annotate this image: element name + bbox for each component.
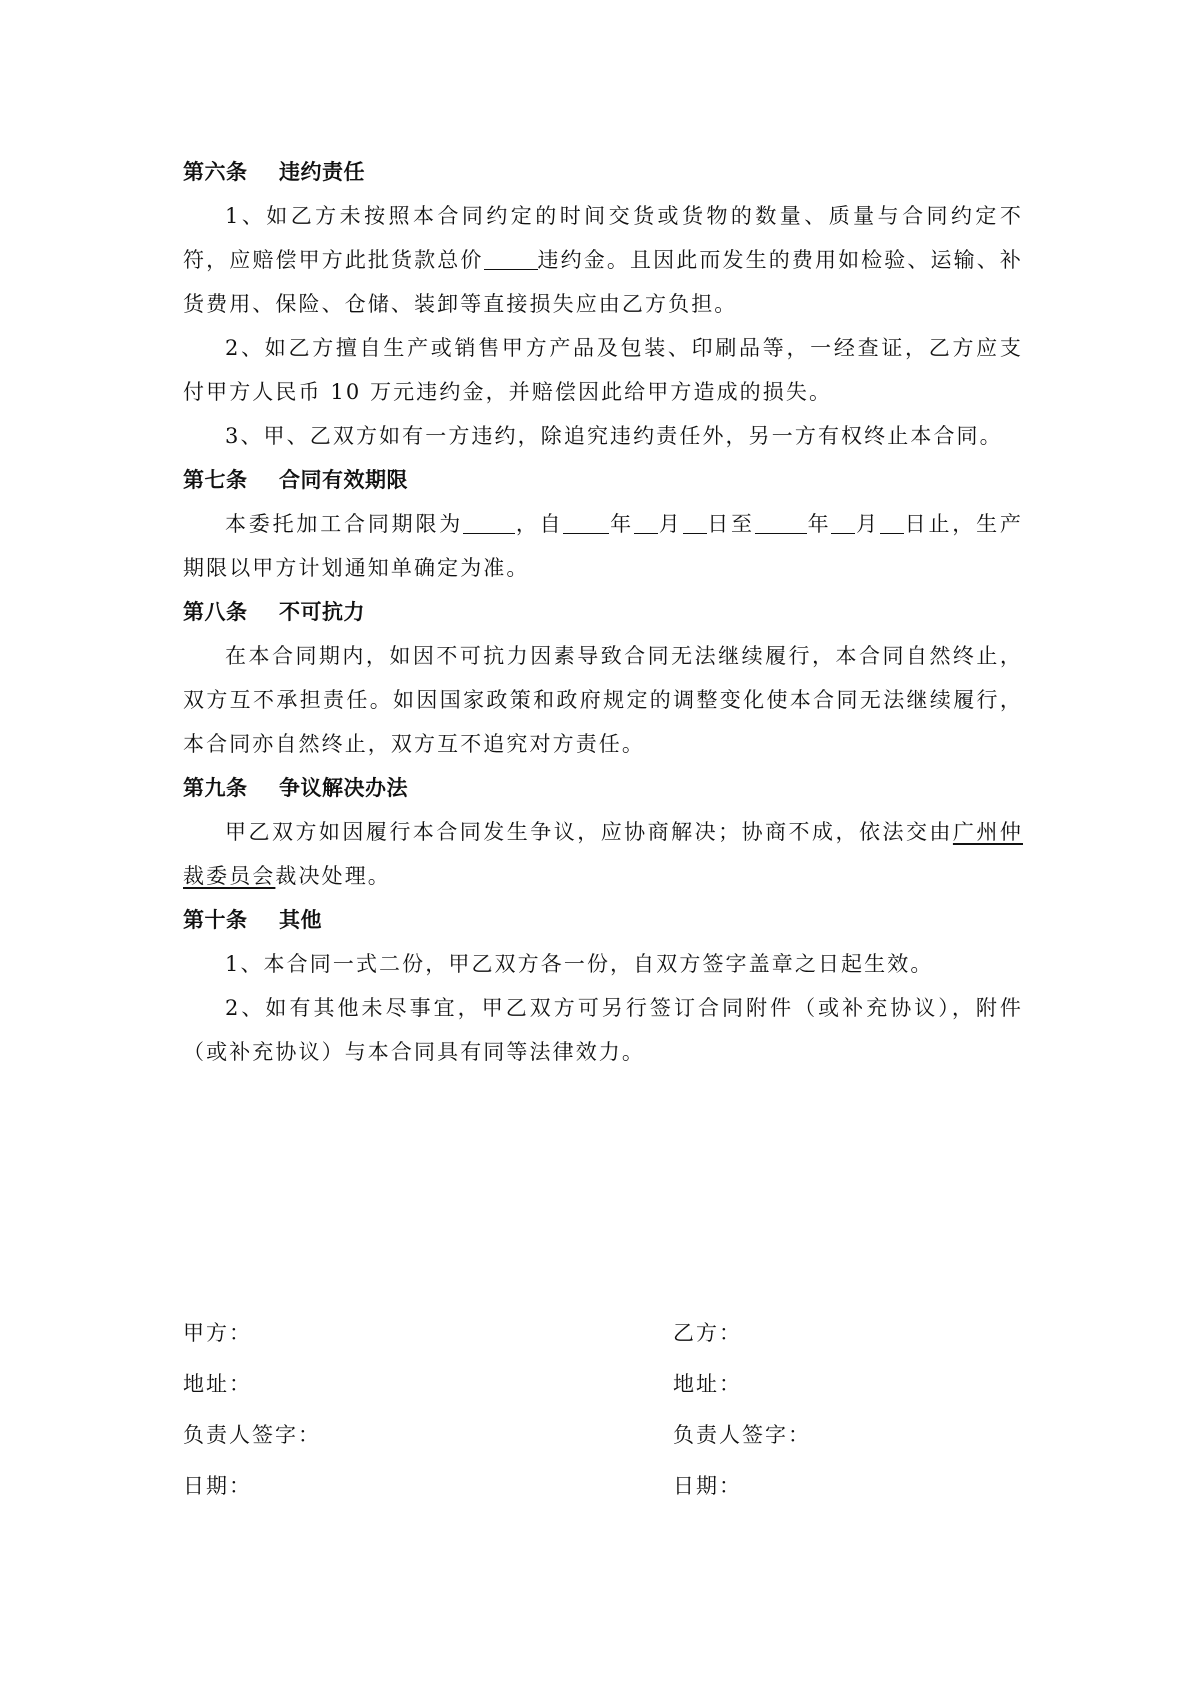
party-a-date-label: 日期： (183, 1474, 252, 1498)
signature-row-address (183, 1369, 1023, 1420)
clause-text: 裁决处理。 (275, 864, 391, 888)
article-number: 第七条 (183, 468, 248, 492)
article-title: 争议解决办法 (279, 776, 408, 800)
clause-text: 月 (855, 512, 880, 536)
party-b-address-label: 地址： (673, 1372, 742, 1396)
term-length-blank[interactable] (463, 512, 515, 534)
article-7-clause-1 (183, 502, 1023, 590)
end-month-blank[interactable] (831, 512, 855, 534)
signature-row-party (183, 1318, 1023, 1369)
clause-text: 日止，生产期限以甲方计划通知单确定为准。 (183, 512, 1023, 580)
end-year-blank[interactable] (755, 512, 807, 534)
article-title: 其他 (279, 908, 322, 932)
party-a-signer-label: 负责人签字： (183, 1423, 321, 1447)
article-10-clause-1: 1、本合同一式二份，甲乙双方各一份，自双方签字盖章之日起生效。 (225, 952, 934, 976)
article-title: 违约责任 (279, 160, 365, 184)
signature-row-signer (183, 1420, 1023, 1471)
article-10-clause-2: 2、如有其他未尽事宜，甲乙双方可另行签订合同附件（或补充协议），附件（或补充协议）与本合同具有同等法律效力。 (183, 996, 1023, 1064)
clause-text: 本委托加工合同期限为 (225, 512, 464, 536)
article-6-clause-3: 3、甲、乙双方如有一方违约，除追究违约责任外，另一方有权终止本合同。 (225, 424, 1003, 448)
article-8-clause-1: 在本合同期内，如因不可抗力因素导致合同无法继续履行，本合同自然终止，双方互不承担责任。如因国家政策和政府规定的调整变化使本合同无法继续履行，本合同亦自然终止，双方互不追究对方责任。 (183, 644, 1023, 756)
end-day-blank[interactable] (880, 512, 904, 534)
clause-text: 甲乙双方如因履行本合同发生争议，应协商解决；协商不成，依法交由 (225, 820, 953, 844)
start-month-blank[interactable] (634, 512, 658, 534)
clause-text: 1、如乙方未按照本合同约定的时间交货或货物的数量、质量与合同约定不符，应赔偿甲方此批货款总价 (183, 204, 1023, 272)
clause-text: 年 (609, 512, 634, 536)
article-number: 第六条 (183, 160, 248, 184)
clause-text: 年 (806, 512, 832, 536)
clause-text: 月 (658, 512, 683, 536)
article-title: 不可抗力 (279, 600, 365, 624)
article-9-clause-1 (183, 810, 1023, 898)
clause-text: 违约金。且因此而发生的费用如检验、运输、补货费用、保险、仓储、装卸等直接损失应由乙方负担。 (183, 248, 1023, 316)
article-6-clause-2: 2、如乙方擅自生产或销售甲方产品及包装、印刷品等，一经查证，乙方应支付甲方人民币 10 万元违约金，并赔偿因此给甲方造成的损失。 (183, 336, 1023, 404)
fill-in-blank[interactable] (484, 248, 538, 270)
party-b-label: 乙方： (673, 1321, 742, 1345)
signature-block (183, 1318, 1023, 1522)
article-7-heading (183, 458, 1023, 502)
article-10-heading (183, 898, 1023, 942)
article-6-heading (183, 150, 1023, 194)
article-8-heading (183, 590, 1023, 634)
article-title: 合同有效期限 (279, 468, 408, 492)
start-day-blank[interactable] (683, 512, 707, 534)
party-b-signer-label: 负责人签字： (673, 1423, 811, 1447)
article-number: 第十条 (183, 908, 248, 932)
signature-row-date (183, 1471, 1023, 1522)
article-9-heading (183, 766, 1023, 810)
clause-text: ，自 (515, 512, 564, 536)
start-year-blank[interactable] (563, 512, 609, 534)
party-b-date-label: 日期： (673, 1474, 742, 1498)
article-number: 第九条 (183, 776, 248, 800)
party-a-address-label: 地址： (183, 1372, 252, 1396)
article-number: 第八条 (183, 600, 248, 624)
clause-text: 日至 (706, 512, 755, 536)
contract-body (183, 150, 1023, 1074)
article-6-clause-1 (183, 194, 1023, 326)
arbitration-body: 广州仲裁委员会 (183, 820, 1023, 888)
party-a-label: 甲方： (183, 1321, 252, 1345)
